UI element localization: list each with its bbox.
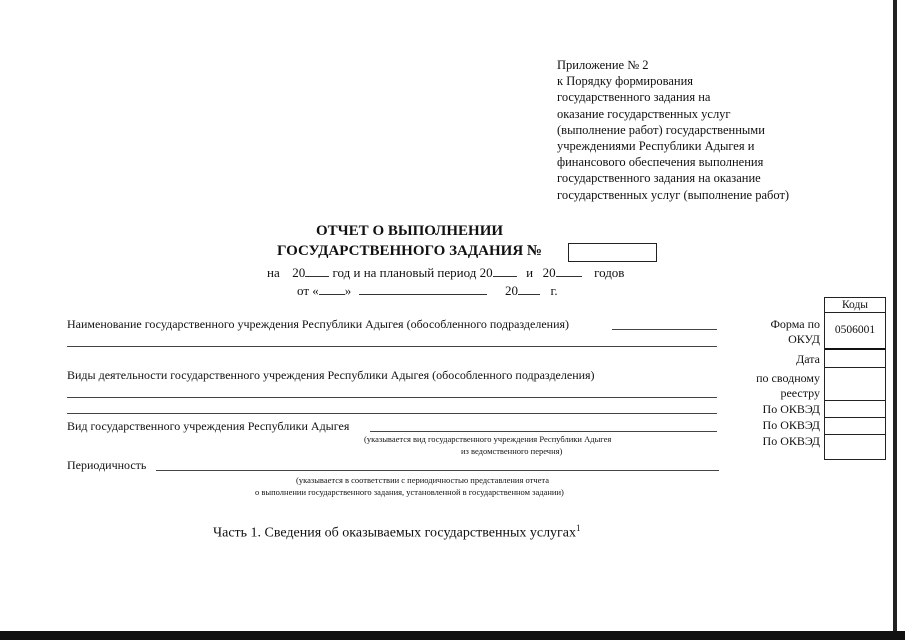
period-mid: год и на плановый период (332, 265, 477, 280)
appendix-line: учреждениями Республики Адыгея и (557, 139, 755, 154)
reestru-label: реестру (780, 386, 820, 400)
okved-label-2: По ОКВЭД (762, 418, 820, 432)
periodicity-label: Периодичность (67, 458, 147, 472)
svodnomu-label: по сводному (756, 371, 820, 385)
okud-label: ОКУД (788, 332, 820, 346)
activity-types-input-line-2[interactable] (67, 413, 717, 414)
activity-types-label: Виды деятельности государственного учреждения Республики Адыгея (обособленного подразделения) (67, 368, 595, 382)
date-ot: от « (297, 283, 319, 298)
appendix-line: Приложение № 2 (557, 58, 649, 72)
period-year-prefix: 20 (292, 265, 306, 280)
okved-code-cell-2[interactable] (825, 418, 885, 435)
periodicity-input-line[interactable] (156, 470, 719, 471)
svodnomu-code-cell[interactable] (825, 368, 885, 401)
institution-name-input-line[interactable] (612, 329, 717, 330)
part1-footnote: 1 (576, 523, 581, 533)
report-number-field[interactable] (568, 243, 657, 262)
date-code-cell[interactable] (825, 350, 885, 368)
year2-blank[interactable] (493, 265, 517, 277)
appendix-line: оказание государственных услуг (557, 106, 731, 121)
appendix-line: финансового обеспечения выполнения (557, 155, 764, 170)
period-na: на (267, 265, 280, 280)
period-line (267, 265, 624, 281)
report-title-line2: ГОСУДАРСТВЕННОГО ЗАДАНИЯ № (277, 243, 542, 259)
periodicity-hint-1: (указывается в соответствии с периодичностью представления отчета (296, 475, 549, 485)
day-blank[interactable] (319, 283, 345, 295)
appendix-line: к Порядку формирования (557, 74, 694, 89)
appendix-line: государственного задания на оказание (557, 171, 761, 186)
scan-edge-right (893, 0, 897, 640)
institution-name-label: Наименование государственного учреждения Республики Адыгея (обособленного подразделения) (67, 317, 570, 331)
appendix-block (557, 57, 789, 203)
appendix-line: государственного задания на (557, 90, 711, 105)
report-title-line1: ОТЧЕТ О ВЫПОЛНЕНИИ (316, 223, 504, 239)
okud-code-cell[interactable]: 0506001 (825, 313, 885, 350)
period-year3: 20 (542, 265, 556, 280)
date-g: г. (550, 283, 558, 298)
codes-header: Коды (825, 298, 885, 313)
okved-code-cell-1[interactable] (825, 401, 885, 418)
codes-table (824, 297, 886, 460)
okved-label-3: По ОКВЭД (762, 434, 820, 448)
forma-po-label: Форма по (770, 317, 820, 331)
appendix-line: (выполнение работ) государственными (557, 122, 765, 137)
activity-types-input-line[interactable] (67, 397, 717, 398)
date-line (297, 283, 558, 299)
institution-type-label: Вид государственного учреждения Республики Адыгея (67, 419, 350, 433)
date-year-blank[interactable] (518, 283, 540, 295)
scan-edge-bottom (0, 631, 905, 640)
year-blank[interactable] (305, 265, 329, 277)
date-label: Дата (796, 352, 820, 366)
period-and: и (526, 265, 534, 280)
date-year-prefix: 20 (505, 283, 519, 298)
institution-type-hint-2: из ведомственного перечня) (461, 446, 563, 456)
period-godov: годов (594, 265, 625, 280)
year3-blank[interactable] (556, 265, 582, 277)
institution-type-hint-1: (указывается вид государственного учреждения Республики Адыгея (364, 434, 612, 444)
month-blank[interactable] (359, 283, 487, 295)
okved-code-cell-3[interactable] (825, 435, 885, 459)
appendix-line: государственных услуг (выполнение работ) (557, 187, 790, 202)
periodicity-hint-2: о выполнении государственного задания, установленной в государственном задании) (255, 487, 564, 497)
institution-name-input-line-2[interactable] (67, 346, 717, 347)
period-year2: 20 (479, 265, 493, 280)
okved-label-1: По ОКВЭД (762, 402, 820, 416)
date-close-quote: » (344, 283, 352, 298)
part1-heading (213, 523, 581, 542)
institution-type-input-line[interactable] (370, 431, 717, 432)
part1-text: Часть 1. Сведения об оказываемых государственных услугах (213, 525, 577, 541)
